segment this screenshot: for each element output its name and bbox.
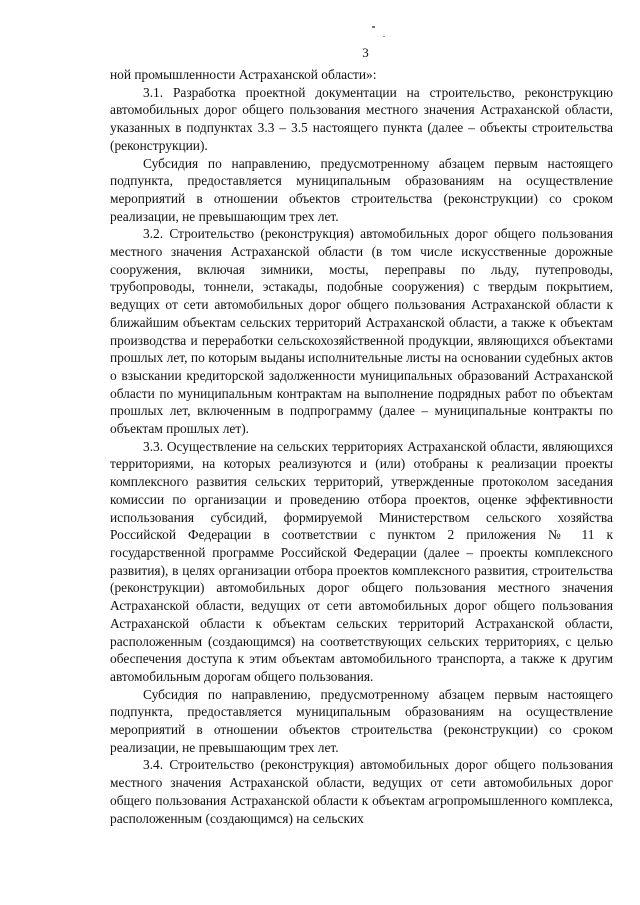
paragraph-3-2: 3.2. Строительство (реконструкция) автомобильных дорог общего пользования местного значения Астраханской области (в том числе искусственные дорожные сооружения, включая зимники, мосты, переправы по льду, путепроводы, трубопроводы, тоннели, эстакады, подобные сооружения) с твердым покрытием, ведущих от сети автомобильных дорог общего пользования Астраханской области к ближайшим объектам сельских территорий Астраханской области, а также к объектам производства и переработки сельскохозяйственной продукции, являющихся объектами прошлых лет, по которым выданы исполнительные листы на основании судебных актов о взыскании кредиторской задолженности муниципальных образований Астраханской области по муниципальным контрактам на выполнение подрядных работ по объектам прошлых лет, включенным в подпрограмму (далее – муниципальные контракты по объектам прошлых лет).: [110, 226, 613, 437]
page-number: 3: [362, 45, 369, 60]
scan-mark: [372, 26, 375, 28]
scan-mark: [383, 36, 385, 37]
document-body: [110, 66, 613, 827]
paragraph-subsidy-2: Субсидия по направлению, предусмотренному абзацем первым настоящего подпункта, предоставляется муниципальным образованиям на осуществление мероприятий в отношении объектов строительства (реконструкции) со сроком реализации, не превышающим трех лет.: [110, 686, 613, 755]
document-page: [110, 44, 613, 827]
paragraph-3-1: 3.1. Разработка проектной документации на строительство, реконструкцию автомобильных дорог общего пользования местного значения Астраханской области, указанных в подпунктах 3.3 – 3.5 настоящего пункта (далее – объекты строительства (реконструкции).: [110, 84, 613, 153]
paragraph-3-4: 3.4. Строительство (реконструкция) автомобильных дорог общего пользования местного значения Астраханской области, ведущих от сети автомобильных дорог общего пользования Астраханской области к объектам агропромышленного комплекса, расположенным (создающимся) на сельских: [110, 757, 613, 826]
paragraph-3-3: 3.3. Осуществление на сельских территориях Астраханской области, являющихся территориями, на которых реализуются и (или) отобраны к реализации проекты комплексного развития сельских территорий, утвержденные протоколом заседания комиссии по организации и проведению отбора проектов, оценке эффективности использования субсидий, формируемой Министерством сельского хозяйства Российской Федерации в соответствии с пунктом 2 приложения № 11 к государственной программе Российской Федерации (далее – проекты комплексного развития), в целях организации отбора проектов комплексного развития, строительства (реконструкции) автомобильных дорог общего пользования местного значения Астраханской области, ведущих от сети автомобильных дорог общего пользования Астраханской области к объектам сельских территорий Астраханской области, расположенным (создающимся) на соответствующих сельских территориях, с целью обеспечения доступа к этим объектам автомобильного транспорта, а также к другим автомобильным дорогам общего пользования.: [110, 438, 613, 684]
paragraph-subsidy-1: Субсидия по направлению, предусмотренному абзацем первым настоящего подпункта, предоставляется муниципальным образованиям на осуществление мероприятий в отношении объектов строительства (реконструкции) со сроком реализации, не превышающим трех лет.: [110, 155, 613, 224]
paragraph-continuation: ной промышленности Астраханской области»:: [110, 67, 377, 82]
